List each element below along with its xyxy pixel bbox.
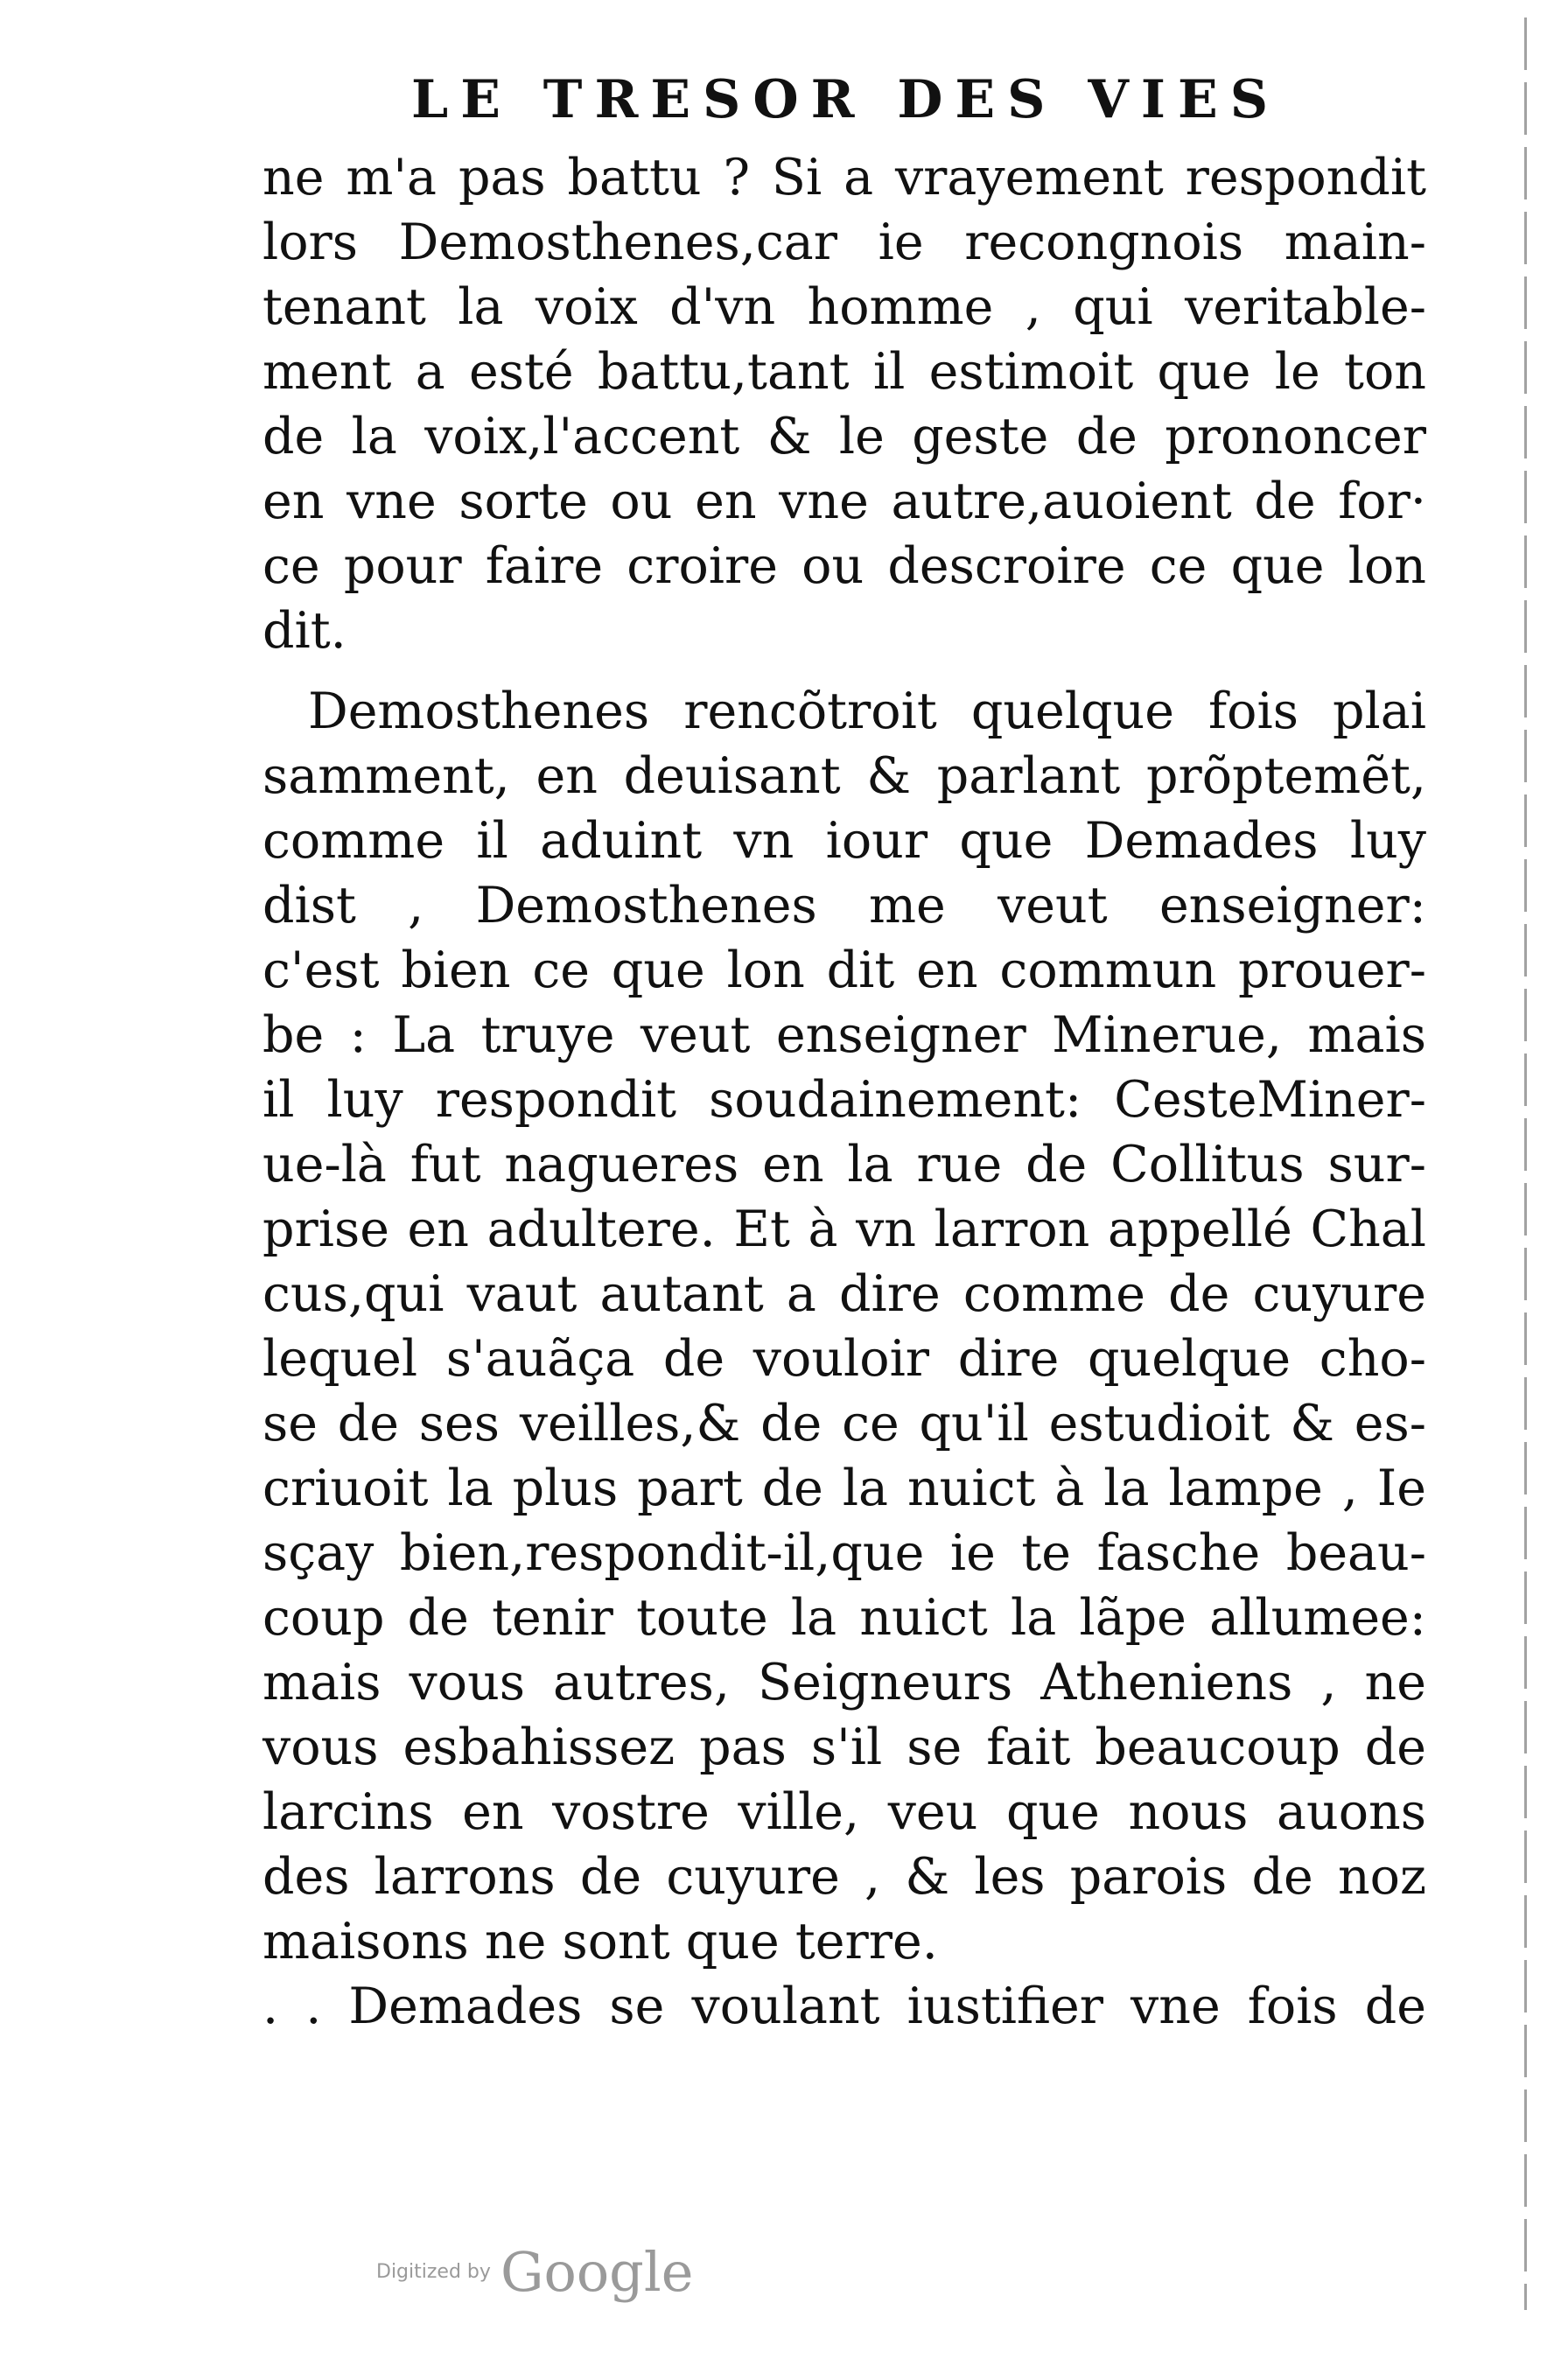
text-line: ment a esté battu,tant il estimoit que le ton	[262, 343, 1426, 401]
text-line: be : La truye veut enseigner Minerue, mais	[262, 1006, 1426, 1064]
text-line: cus,qui vaut autant a dire comme de cuyure	[262, 1265, 1426, 1323]
text-line: maisons ne sont que terre.	[262, 1913, 938, 1970]
page-edge-rule	[1524, 18, 1527, 2310]
text-line: lequel s'auãça de vouloir dire quelque cho-	[262, 1330, 1426, 1388]
text-line: comme il aduint vn iour que Demades luy	[262, 812, 1426, 870]
text-line: coup de tenir toute la nuict la lãpe allumee:	[262, 1589, 1426, 1647]
text-line: lors Demosthenes,car ie recongnois main-	[262, 214, 1426, 271]
digitized-by-google-watermark	[376, 2240, 693, 2304]
text-line: prise en adultere. Et à vn larron appellé Chal	[262, 1200, 1426, 1258]
text-line: tenant la voix d'vn homme , qui veritable-	[262, 278, 1426, 336]
text-line: samment, en deuisant & parlant prõptemẽt,	[262, 747, 1426, 805]
text-line: Demosthenes rencõtroit quelque fois plai	[308, 682, 1426, 740]
text-line: larcins en vostre ville, veu que nous auons	[262, 1783, 1426, 1841]
body-text	[262, 145, 1426, 2039]
text-line: se de ses veilles,& de ce qu'il estudioit & es-	[262, 1395, 1426, 1452]
text-line: vous esbahissez pas s'il se fait beaucoup de	[262, 1718, 1426, 1776]
text-line: ue-là fut nagueres en la rue de Collitus sur-	[262, 1136, 1426, 1194]
text-line: de la voix,l'accent & le geste de prononcer	[262, 408, 1426, 466]
running-head: LE TRESOR DES VIES	[411, 69, 1281, 130]
text-line: c'est bien ce que lon dit en commun prouer-	[262, 942, 1426, 999]
text-line: dist , Demosthenes me veut enseigner:	[262, 877, 1426, 934]
watermark-prefix: Digitized by	[376, 2261, 491, 2283]
text-line: dit.	[262, 602, 346, 660]
text-line: mais vous autres, Seigneurs Atheniens , ne	[262, 1654, 1426, 1712]
text-line: criuoit la plus part de la nuict à la lampe , Ie	[262, 1460, 1426, 1517]
text-line: ne m'a pas battu ? Si a vrayement respondit	[262, 149, 1426, 206]
text-line: il luy respondit soudainement: CesteMiner-	[262, 1071, 1426, 1129]
text-line: ce pour faire croire ou descroire ce que lon	[262, 537, 1426, 595]
google-logo: Google	[500, 2240, 694, 2304]
text-line: sçay bien,respondit-il,que ie te fasche beau-	[262, 1524, 1426, 1582]
text-line: en vne sorte ou en vne autre,auoient de for·	[262, 472, 1426, 530]
text-line: des larrons de cuyure , & les parois de noz	[262, 1848, 1426, 1906]
text-line: . . Demades se voulant iustifier vne fois de	[262, 1978, 1426, 2035]
